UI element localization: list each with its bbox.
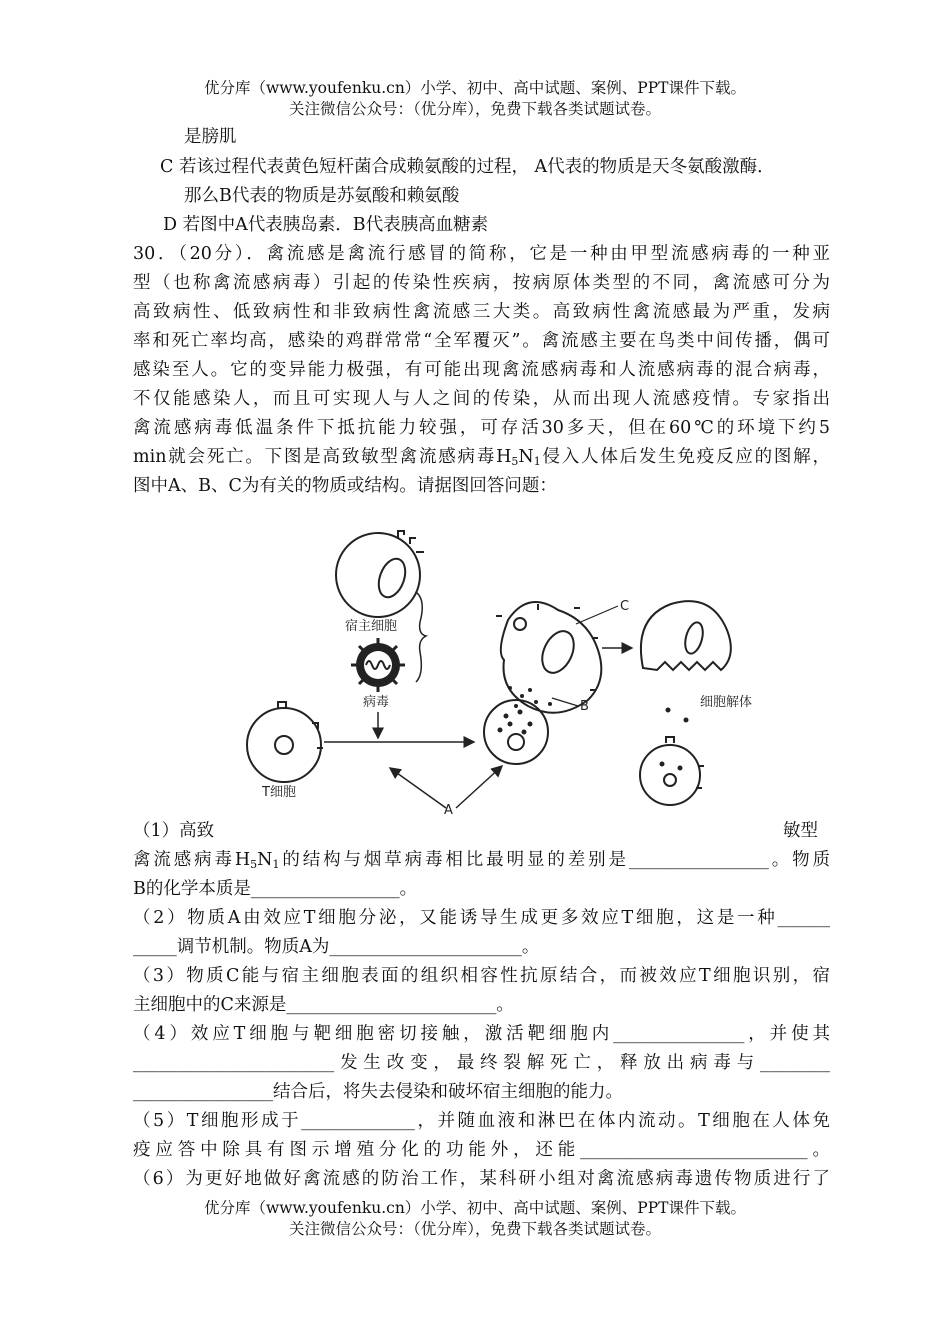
label-c: C (620, 599, 630, 614)
virus-label: 病毒 (363, 695, 390, 710)
q30-part1-line-2: 禽流感病毒$H_5N_1$的结构与烟草病毒相比最明显的差别是________________。物质 (133, 850, 830, 871)
q30-part4-line-1: （4）效应T细胞与靶细胞密切接触，激活靶细胞内_______________，并使其 (133, 1024, 830, 1044)
header-line-1: 优分库（www.youfenku.cn）小学、初中、高中试题、案例、PPT课件下载。 (203, 79, 747, 97)
header-line-2: 关注微信公众号：（优分库），免费下载各类试题试卷。 (288, 100, 661, 118)
lysis-label: 细胞解体 (700, 695, 753, 710)
footer-line-2: 关注微信公众号：（优分库），免费下载各类试题试卷。 (288, 1220, 661, 1238)
q30-part5-line-2: 疫应答中除具有图示增殖分化的功能外，还能__________________________。 (133, 1140, 830, 1160)
option-c-line-2: 那么B代表的物质是苏氨酸和赖氨酸 (184, 186, 460, 206)
q30-part4-line-2: _______________________发生改变，最终裂解死亡，释放出病毒与________ (133, 1053, 830, 1073)
q30-part2-line-2: _____调节机制。物质A为______________________。 (133, 937, 540, 957)
q30-part6-line-1: （6）为更好地做好禽流感的防治工作，某科研小组对禽流感病毒遗传物质进行了 (133, 1169, 830, 1189)
virus-shape (351, 638, 405, 692)
option-b-tail: 是膀肌 (184, 127, 237, 147)
q30-intro-line-4: 率和死亡率均高，感染的鸡群常常“全军覆灭”。禽流感主要在鸟类中间传播，偶可 (133, 331, 830, 351)
a-to-effector-arrow (456, 766, 502, 808)
a-to-t-cell-arrow (390, 768, 446, 808)
memory-t-cell (640, 737, 704, 805)
q30-part3-line-2: 主细胞中的C来源是________________________。 (133, 995, 514, 1015)
label-b: B (580, 699, 589, 714)
q30-part1-start: （1）高致 (133, 821, 215, 841)
q30-part1-end: 敏型 (783, 821, 818, 841)
released-virus (684, 718, 689, 723)
q30-intro-line-7: 禽流感病毒低温条件下抵抗能力较强，可存活30多天，但在60℃的环境下约5 (133, 418, 830, 438)
host-cell (336, 531, 424, 617)
q30-intro-line-5: 感染至人。它的变异能力极强，有可能出现禽流感病毒和人流感病毒的混合病毒， (133, 360, 830, 380)
label-c-pointer (576, 606, 618, 624)
target-cell (496, 602, 601, 713)
q30-intro-line-3: 高致病性、低致病性和非致病性禽流感三大类。高致病性禽流感最为严重，发病 (133, 302, 830, 322)
q30-part2-line-1: （2）物质A由效应T细胞分泌，又能诱导生成更多效应T细胞，这是一种______ (133, 908, 830, 928)
t-cell (247, 702, 323, 782)
q30-part3-line-1: （3）物质C能与宿主细胞表面的组织相容性抗原结合，而被效应T细胞识别，宿 (133, 966, 830, 986)
label-b-pointer (552, 698, 578, 706)
label-a: A (444, 803, 453, 818)
t-cell-label: T细胞 (262, 785, 296, 800)
immune-response-diagram (240, 520, 760, 820)
released-virus (666, 708, 671, 713)
q30-intro-line-6: 不仅能感染人，而且可实现人与人之间的传染，从而出现人流感疫情。专家指出 (133, 389, 830, 409)
lysed-cell (641, 601, 731, 670)
q30-intro-line-9: 图中A、B、C为有关的物质或结构。请据图回答问题： (133, 476, 557, 496)
brace-shape (416, 592, 426, 682)
footer-line-1: 优分库（www.youfenku.cn）小学、初中、高中试题、案例、PPT课件下载。 (203, 1199, 747, 1217)
q30-intro-line-8: min就会死亡。下图是高致敏型禽流感病毒$H_5N_1$侵入人体后发生免疫反应的图解， (133, 447, 830, 468)
q30-intro-line-1: 30．（20分）．禽流感是禽流行感冒的简称，它是一种由甲型流感病毒的一种亚 (133, 244, 830, 264)
q30-part4-line-3: ________________结合后，将失去侵染和破坏宿主细胞的能力。 (133, 1082, 623, 1102)
q30-intro-line-2: 型（也称禽流感病毒）引起的传染性疾病，按病原体类型的不同，禽流感可分为 (133, 273, 830, 293)
q30-part5-line-1: （5）T细胞形成于_____________，并随血液和淋巴在体内流动。T细胞在人体免 (133, 1111, 830, 1131)
option-c-line-1: C 若该过程代表黄色短杆菌合成赖氨酸的过程， A代表的物质是天冬氨酸激酶． (160, 157, 775, 177)
q30-part1-line-3: B的化学本质是_________________。 (133, 879, 418, 899)
option-d: D 若图中A代表胰岛素．B代表胰高血糖素 (163, 215, 489, 235)
host-cell-label: 宿主细胞 (345, 619, 398, 634)
